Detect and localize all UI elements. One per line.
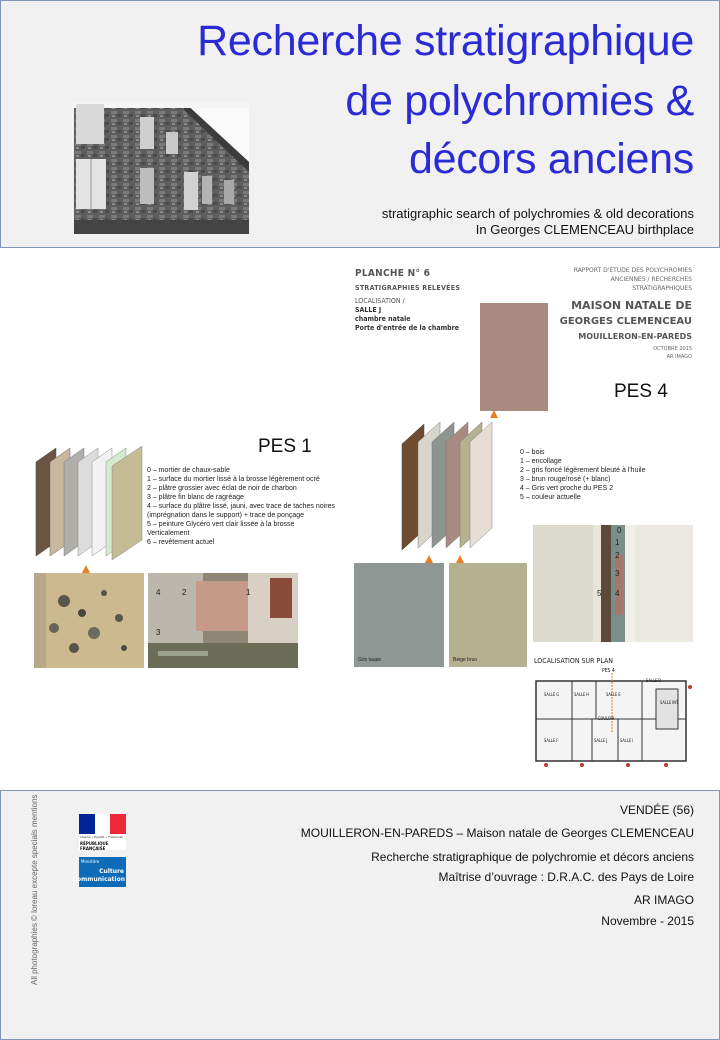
arrow-icon <box>425 555 433 563</box>
pes1-legend-item: 0 – mortier de chaux-sable <box>147 467 230 474</box>
plan-marker: PES 4 <box>602 668 615 674</box>
pes4-legend <box>520 448 645 502</box>
photo-number: 2 <box>615 551 620 560</box>
date-line-2: AR IMAGO <box>666 354 692 360</box>
arrow-icon <box>490 410 498 418</box>
photo-number: 1 <box>615 538 620 547</box>
title-line-1: Recherche stratigraphique <box>197 17 694 65</box>
pes4-legend-item: 1 – encollage <box>520 458 562 465</box>
pes4-legend-item: 2 – gris foncé légèrement bleuté à l'huile <box>520 467 646 474</box>
report-line-1: RAPPORT D'ÉTUDE DES POLYCHROMIES <box>573 267 692 274</box>
plan-room: COULOIR <box>598 716 615 721</box>
pes1-legend-item: 1 – surface du mortier lissé à la brosse légèrement ocré <box>147 476 320 483</box>
pes4-legend-item: 4 – Gris vert proche du PES 2 <box>520 485 613 492</box>
localisation-line-2: chambre natale <box>355 315 411 323</box>
culture-line-3: Communication <box>72 876 125 883</box>
footer-line-date: Novembre - 2015 <box>601 914 694 928</box>
planche-number: PLANCHE N° 6 <box>355 268 431 279</box>
floor-plan <box>532 673 707 776</box>
subtitle-line-2: In Georges CLEMENCEAU birthplace <box>475 222 694 237</box>
plan-title: LOCALISATION SUR PLAN <box>534 657 614 665</box>
plan-room: SALLE G <box>544 692 560 697</box>
swatch-grey <box>354 563 444 667</box>
photo-number: 3 <box>615 569 620 578</box>
photo-credit: All photographies © loreau excepte specials mentions <box>30 794 39 985</box>
pes1-layer-stack <box>32 444 146 564</box>
swatch-beige <box>449 563 527 667</box>
pes1-photo-detail <box>34 573 144 668</box>
photo-number: 2 <box>182 588 187 597</box>
footer-line-region: VENDÉE (56) <box>619 803 694 817</box>
pes1-photo-wall <box>148 573 298 668</box>
plan-room: SALLE J <box>594 738 608 743</box>
pes1-legend-item: 2 – plâtre grossier avec éclat de noir de charbon <box>147 485 297 492</box>
pes1-title: PES 1 <box>258 436 312 457</box>
plan-room: SALLE H <box>574 692 589 697</box>
report-line-2: ANCIENNES / RECHERCHES <box>610 276 692 283</box>
pes4-legend-item: 0 – bois <box>520 449 545 456</box>
pes1-legend-item: 4 – surface du plâtre lissé, jauni, avec trace de taches noires <box>147 503 335 510</box>
localisation-line-3: Porte d'entrée de la chambre <box>355 324 460 332</box>
swatch-pink <box>480 303 548 411</box>
strat-title: STRATIGRAPHIES RELEVÉES <box>355 284 461 292</box>
pes1-legend-item: 5 – peinture Glycéro vert clair lissée à la brosse <box>147 521 295 528</box>
plan-room: SALLE D <box>646 678 662 683</box>
localisation-label: LOCALISATION / <box>355 297 405 305</box>
pes4-photo <box>533 525 693 642</box>
photo-number: 5 <box>597 589 602 598</box>
swatch-grey-label: Gris taupe <box>358 657 382 663</box>
photo-number: 3 <box>156 628 161 637</box>
pes4-legend-item: 5 – couleur actuelle <box>520 494 581 501</box>
house-photo <box>74 102 249 234</box>
house-line-1: MAISON NATALE DE <box>571 299 692 312</box>
pes1-legend-item: (imprégnation dans le support) + trace de ponçage <box>147 512 305 519</box>
footer-line-study: Recherche stratigraphique de polychromie et décors anciens <box>371 850 694 864</box>
rf-motto: Liberté • Égalité • Fraternité <box>80 835 123 839</box>
footer-line-company: AR IMAGO <box>633 893 694 907</box>
house-line-2: GEORGES CLEMENCEAU <box>559 316 692 327</box>
culture-line-1: Ministère <box>81 859 100 864</box>
footer-line-owner: Maîtrise d’ouvrage : D.R.A.C. des Pays de Loire <box>438 870 694 884</box>
rf-name: RÉPUBLIQUE FRANÇAISE <box>80 841 109 851</box>
footer-line-place: MOUILLERON-EN-PAREDS – Maison natale de Georges CLEMENCEAU <box>300 826 694 840</box>
photo-number: 4 <box>615 589 620 598</box>
report-line-3: STRATIGRAPHIQUES <box>632 285 692 292</box>
arrow-icon <box>82 565 90 573</box>
header-panel <box>0 0 720 248</box>
republique-francaise-logo <box>79 814 126 850</box>
pes1-legend-item: Verticalement <box>147 530 190 537</box>
plan-room: SALLE E <box>606 692 621 697</box>
plan-room: SALLE INT <box>660 700 679 705</box>
title-line-2: de polychromies & <box>345 77 694 125</box>
date-line-1: OCTOBRE 2015 <box>653 346 692 352</box>
photo-number: 4 <box>156 588 161 597</box>
pes1-legend-item: 6 – revêtement actuel <box>147 539 215 546</box>
subtitle-line-1: stratigraphic search of polychromies & old decorations <box>381 206 694 221</box>
photo-number: 1 <box>246 588 251 597</box>
title-line-3: décors anciens <box>408 135 694 183</box>
pes1-legend-item: 3 – plâtre fin blanc de ragréage <box>147 494 244 501</box>
culture-line-2: Culture <box>99 868 124 875</box>
pes1-legend <box>147 466 335 547</box>
house-line-3: MOUILLERON-EN-PAREDS <box>578 332 692 341</box>
plan-room: SALLE F <box>544 738 559 743</box>
pes4-title: PES 4 <box>614 381 668 402</box>
plan-room: SALLE I <box>620 738 634 743</box>
stratigraphy-plate <box>0 248 720 790</box>
localisation-line-1: SALLE J <box>355 306 382 314</box>
arrow-icon <box>456 555 464 563</box>
swatch-beige-label: Beige brun <box>453 657 478 663</box>
ministere-culture-logo <box>72 857 126 887</box>
pes4-layer-stack <box>398 418 498 553</box>
pes4-legend-item: 3 – brun rouge/rosé (+ blanc) <box>520 476 611 483</box>
photo-number: 0 <box>617 526 622 535</box>
